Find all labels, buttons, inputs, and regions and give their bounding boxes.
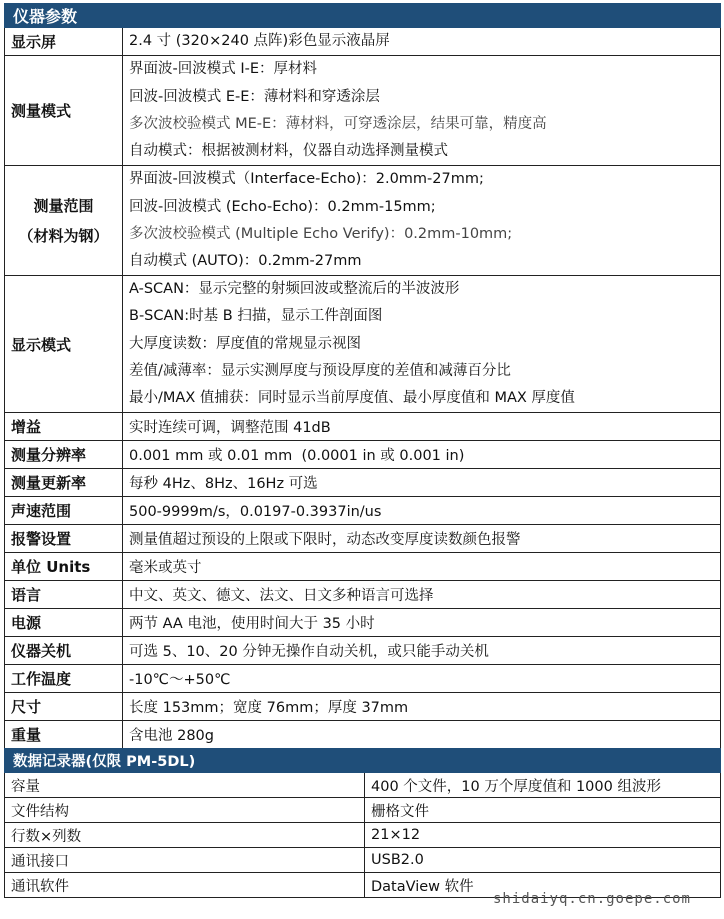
row-label: 单位 Units bbox=[5, 553, 123, 581]
row-value: 中文、英文、德文、法文、日文多种语言可选择 bbox=[123, 581, 721, 609]
row-label: 语言 bbox=[5, 581, 123, 609]
row-label: 报警设置 bbox=[5, 525, 123, 553]
row-label: 声速范围 bbox=[5, 497, 123, 525]
row-value: 界面波-回波模式 I-E：厚材料 回波-回波模式 E-E：薄材料和穿透涂层 多次波校验模式 ME-E：薄材料，可穿透涂层，结果可靠，精度高 自动模式：根据被测材料，仪器自动选择测量模式 bbox=[123, 56, 721, 166]
data-logger-table bbox=[4, 748, 721, 898]
table-row bbox=[5, 525, 721, 553]
table-row bbox=[5, 609, 721, 637]
row-label: 测量范围 （材料为钢） bbox=[5, 166, 123, 276]
spec-sheet bbox=[4, 3, 720, 898]
row-value: 每秒 4Hz、8Hz、16Hz 可选 bbox=[123, 469, 721, 497]
table-row bbox=[5, 553, 721, 581]
row-label: 测量模式 bbox=[5, 56, 123, 166]
table-row bbox=[5, 721, 721, 749]
row-value: 长度 153mm；宽度 76mm；厚度 37mm bbox=[123, 693, 721, 721]
table-row bbox=[5, 581, 721, 609]
row-value: 两节 AA 电池，使用时间大于 35 小时 bbox=[123, 609, 721, 637]
table-row bbox=[5, 276, 721, 413]
row-value: DataView 软件 bbox=[365, 873, 721, 898]
row-label: 通讯软件 bbox=[5, 873, 365, 898]
row-value: 400 个文件，10 万个厚度值和 1000 组波形 bbox=[365, 773, 721, 798]
table-row bbox=[5, 56, 721, 166]
row-label: 测量更新率 bbox=[5, 469, 123, 497]
table-row bbox=[5, 823, 721, 848]
table-row bbox=[5, 166, 721, 276]
watermark: shidaiyq.cn.goepe.com bbox=[492, 891, 691, 907]
row-label: 文件结构 bbox=[5, 798, 365, 823]
table-row bbox=[5, 665, 721, 693]
section-title-params: 仪器参数 bbox=[5, 4, 721, 28]
row-value: 界面波-回波模式（Interface-Echo)：2.0mm-27mm; 回波-回波模式 (Echo-Echo)：0.2mm-15mm; 多次波校验模式 (Multiple Echo Verify)：0.2mm-10mm; 自动模式 (AUTO)：0.2mm-27mm bbox=[123, 166, 721, 276]
table-row bbox=[5, 28, 721, 56]
row-label: 重量 bbox=[5, 721, 123, 749]
row-value: 2.4 寸 (320×240 点阵)彩色显示液晶屏 bbox=[123, 28, 721, 56]
row-label: 电源 bbox=[5, 609, 123, 637]
row-value: 栅格文件 bbox=[365, 798, 721, 823]
row-label: 行数×列数 bbox=[5, 823, 365, 848]
table-row bbox=[5, 848, 721, 873]
row-label: 测量分辨率 bbox=[5, 441, 123, 469]
row-value: 含电池 280g bbox=[123, 721, 721, 749]
row-value: 可选 5、10、20 分钟无操作自动关机，或只能手动关机 bbox=[123, 637, 721, 665]
row-value: -10℃～+50℃ bbox=[123, 665, 721, 693]
section-title-logger: 数据记录器(仅限 PM-5DL) bbox=[5, 749, 721, 773]
row-value: 21×12 bbox=[365, 823, 721, 848]
table-row bbox=[5, 637, 721, 665]
table-row bbox=[5, 413, 721, 441]
row-label: 通讯接口 bbox=[5, 848, 365, 873]
row-value: 测量值超过预设的上限或下限时，动态改变厚度读数颜色报警 bbox=[123, 525, 721, 553]
table-row bbox=[5, 773, 721, 798]
row-value: 毫米或英寸 bbox=[123, 553, 721, 581]
instrument-params-table bbox=[4, 3, 721, 749]
row-value: A-SCAN：显示完整的射频回波或整流后的半波波形 B-SCAN:时基 B 扫描，显示工件剖面图 大厚度读数：厚度值的常规显示视图 差值/减薄率：显示实测厚度与预设厚度的差值和减薄百分比 最小/MAX 值捕获：同时显示当前厚度值、最小厚度值和 MAX 厚度值 bbox=[123, 276, 721, 413]
row-value: 500-9999m/s，0.0197-0.3937in/us bbox=[123, 497, 721, 525]
row-label: 工作温度 bbox=[5, 665, 123, 693]
row-label: 显示屏 bbox=[5, 28, 123, 56]
table-row bbox=[5, 798, 721, 823]
row-value: 实时连续可调，调整范围 41dB bbox=[123, 413, 721, 441]
table-row bbox=[5, 469, 721, 497]
table-row bbox=[5, 441, 721, 469]
row-value: 0.001 mm 或 0.01 mm (0.0001 in 或 0.001 in) bbox=[123, 441, 721, 469]
row-label: 增益 bbox=[5, 413, 123, 441]
row-label: 容量 bbox=[5, 773, 365, 798]
row-label: 显示模式 bbox=[5, 276, 123, 413]
row-label: 仪器关机 bbox=[5, 637, 123, 665]
row-label: 尺寸 bbox=[5, 693, 123, 721]
row-value: USB2.0 bbox=[365, 848, 721, 873]
table-row bbox=[5, 693, 721, 721]
table-row bbox=[5, 497, 721, 525]
